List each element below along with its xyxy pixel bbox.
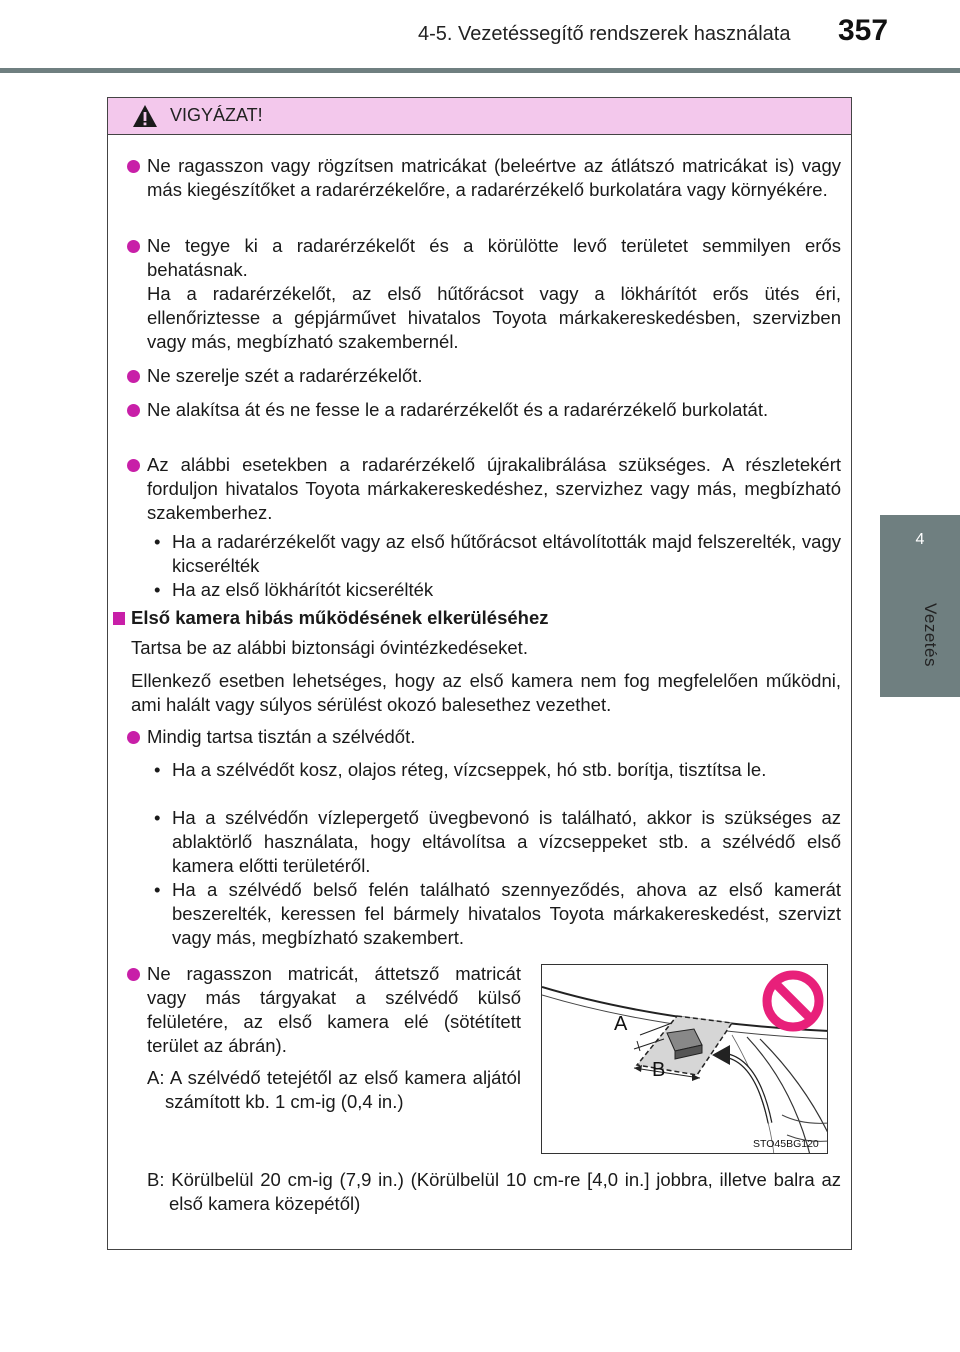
caution-subitem-water-repellent: Ha a szélvédőn vízlepergető üvegbevonó is található, akkor is szükséges az ablaktörlő használata, hogy eltávolítsa a vízcseppeket stb. a szélvédő első kamera előtti területéről. — [172, 807, 841, 876]
caution-subitem-inner-dirt: Ha a szélvédő belső felén található szennyeződés, ahova az első kamerát beszerelték, keressen fel bármely hivatalos Toyota márkakereskedést, szervizt vagy más, megbízható szakembert. — [172, 879, 841, 948]
bullet-dot — [127, 968, 140, 981]
caution-header — [108, 98, 851, 135]
sub-bullet: • — [154, 759, 161, 780]
bullet-dot — [127, 240, 140, 253]
figure-label-b: B — [652, 1059, 666, 1081]
sub-bullet: • — [154, 879, 161, 900]
bullet-dot — [127, 459, 140, 472]
section-square-icon — [113, 612, 125, 625]
caution-item-stickers: Ne ragasszon vagy rögzítsen matricákat (beleértve az átlátszó matricákat is) vagy más kiegészítőket a radarérzékelőre, a radarérzékelő burkolatára vagy környékére. — [147, 155, 841, 200]
caution-item-windshield-clean: Mindig tartsa tisztán a szélvédőt. — [147, 726, 416, 747]
caution-subitem-radar-removed: Ha a radarérzékelőt vagy az első hűtőrácsot eltávolították majd felszerelték, vagy kicserélték — [172, 531, 841, 576]
caution-item-no-stickers-camera: Ne ragasszon matricát, áttetsző matricát vagy más tárgyakat a szélvédő külső felületére, az első kamera elé (sötétített terület az ábrán). — [147, 963, 521, 1056]
caution-item-impact-detail: Ha a radarérzékelőt, az első hűtőrácsot vagy a lökhárítót erős ütés éri, ellenőriztesse a gépjárművet hivatalos Toyota márkakereskedésben, szervizben vagy más, megbízható szakembernél. — [147, 283, 841, 352]
bullet-dot — [127, 404, 140, 417]
caution-box — [107, 97, 852, 1250]
section-title: Első kamera hibás működésének elkerüléséhez — [131, 607, 549, 628]
caution-title: VIGYÁZAT! — [170, 105, 263, 125]
caution-item-impact: Ne tegye ki a radarérzékelőt és a körülötte levő területet semmilyen erős behatásnak. — [147, 235, 841, 280]
bullet-dot — [127, 160, 140, 173]
sub-bullet: • — [154, 579, 161, 600]
caution-subitem-bumper-replaced: Ha az első lökhárítót kicserélték — [172, 579, 434, 600]
windshield-illustration — [542, 965, 828, 1154]
running-header-title: 4-5. Vezetéssegítő rendszerek használata — [418, 23, 791, 45]
windshield-camera-figure — [541, 964, 828, 1154]
note-a: A: A szélvédő tetejétől az első kamera aljától számított kb. 1 cm-ig (0,4 in.) — [147, 1067, 521, 1112]
header-rule — [0, 68, 960, 73]
caution-item-modify: Ne alakítsa át és ne fesse le a radarérzékelőt és a radarérzékelő burkolatát. — [147, 399, 769, 420]
note-b: B: Körülbelül 20 cm-ig (7,9 in.) (Körülbelül 10 cm-re [4,0 in.] jobbra, illetve balra az első kamera közepétől) — [147, 1169, 841, 1214]
bullet-dot — [127, 731, 140, 744]
sub-bullet: • — [154, 531, 161, 552]
page-number: 357 — [838, 14, 889, 47]
section-intro: Tartsa be az alábbi biztonsági óvintézkedéseket. — [131, 637, 528, 658]
caution-subitem-dirt: Ha a szélvédőt kosz, olajos réteg, vízcseppek, hó stb. borítja, tisztítsa le. — [172, 759, 767, 780]
caution-item-disassemble: Ne szerelje szét a radarérzékelőt. — [147, 365, 423, 386]
figure-code: STO45BG120 — [753, 1138, 819, 1150]
bullet-dot — [127, 370, 140, 383]
warning-icon — [132, 104, 158, 128]
chapter-number: 4 — [915, 531, 925, 548]
caution-item-recalibration: Az alábbi esetekben a radarérzékelő újrakalibrálása szükséges. A részletekért forduljon hivatalos Toyota márkakereskedéshez, szervizhez vagy más, megbízható szakemberhez. — [147, 454, 841, 523]
section-consequence: Ellenkező esetben lehetséges, hogy az első kamera nem fog megfelelően működni, ami halált vagy súlyos sérülést okozó balesethez vezethet. — [131, 670, 841, 715]
chapter-tab-label: Vezetés — [921, 603, 940, 667]
figure-label-a: A — [614, 1013, 628, 1035]
sub-bullet: • — [154, 807, 161, 828]
